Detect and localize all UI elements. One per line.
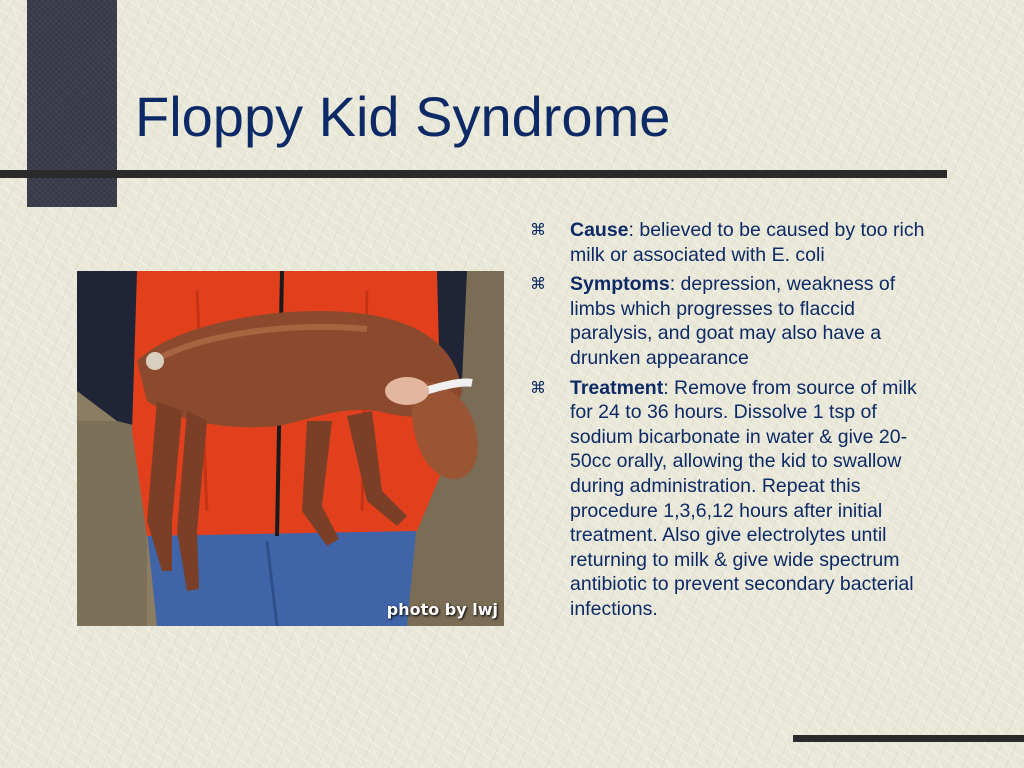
footer-divider-rule <box>793 735 1024 742</box>
bullet-term: Cause <box>570 219 629 241</box>
bullet-term: Treatment <box>570 376 664 399</box>
slide-title: Floppy Kid Syndrome <box>135 85 671 148</box>
title-divider-rule <box>0 170 947 178</box>
photo-credit: photo by lwj <box>386 600 498 619</box>
bullet-icon: ⌘ <box>530 274 546 294</box>
goat-kid-photo <box>77 271 504 626</box>
bullet-text: : Remove from source of milk for 24 to 36 hours. Dissolve 1 tsp of sodium bicarbonate in water & give 20-50cc orally, allowing the kid to swallow during administration. Repeat this procedure 1,3,6,12 hours after initial treatment. Also give electrolytes until returning to milk & give wide spectrum antibiotic to prevent secondary bacterial infections. <box>570 376 917 620</box>
bullet-icon: ⌘ <box>530 220 546 239</box>
photo-illustration <box>77 271 504 626</box>
bullet-text: : depression, weakness of limbs which progresses to flaccid paralysis, and goat may also have a drunken appearance <box>570 273 896 369</box>
bullet-term: Symptoms <box>570 273 670 296</box>
bullet-icon: ⌘ <box>530 377 546 397</box>
bullet-list <box>530 218 930 627</box>
bullet-text: : believed to be caused by too rich milk or associated with E. coli <box>570 219 925 266</box>
bullet-symptoms <box>530 272 930 370</box>
bullet-treatment <box>530 376 930 622</box>
bullet-cause <box>530 218 930 267</box>
